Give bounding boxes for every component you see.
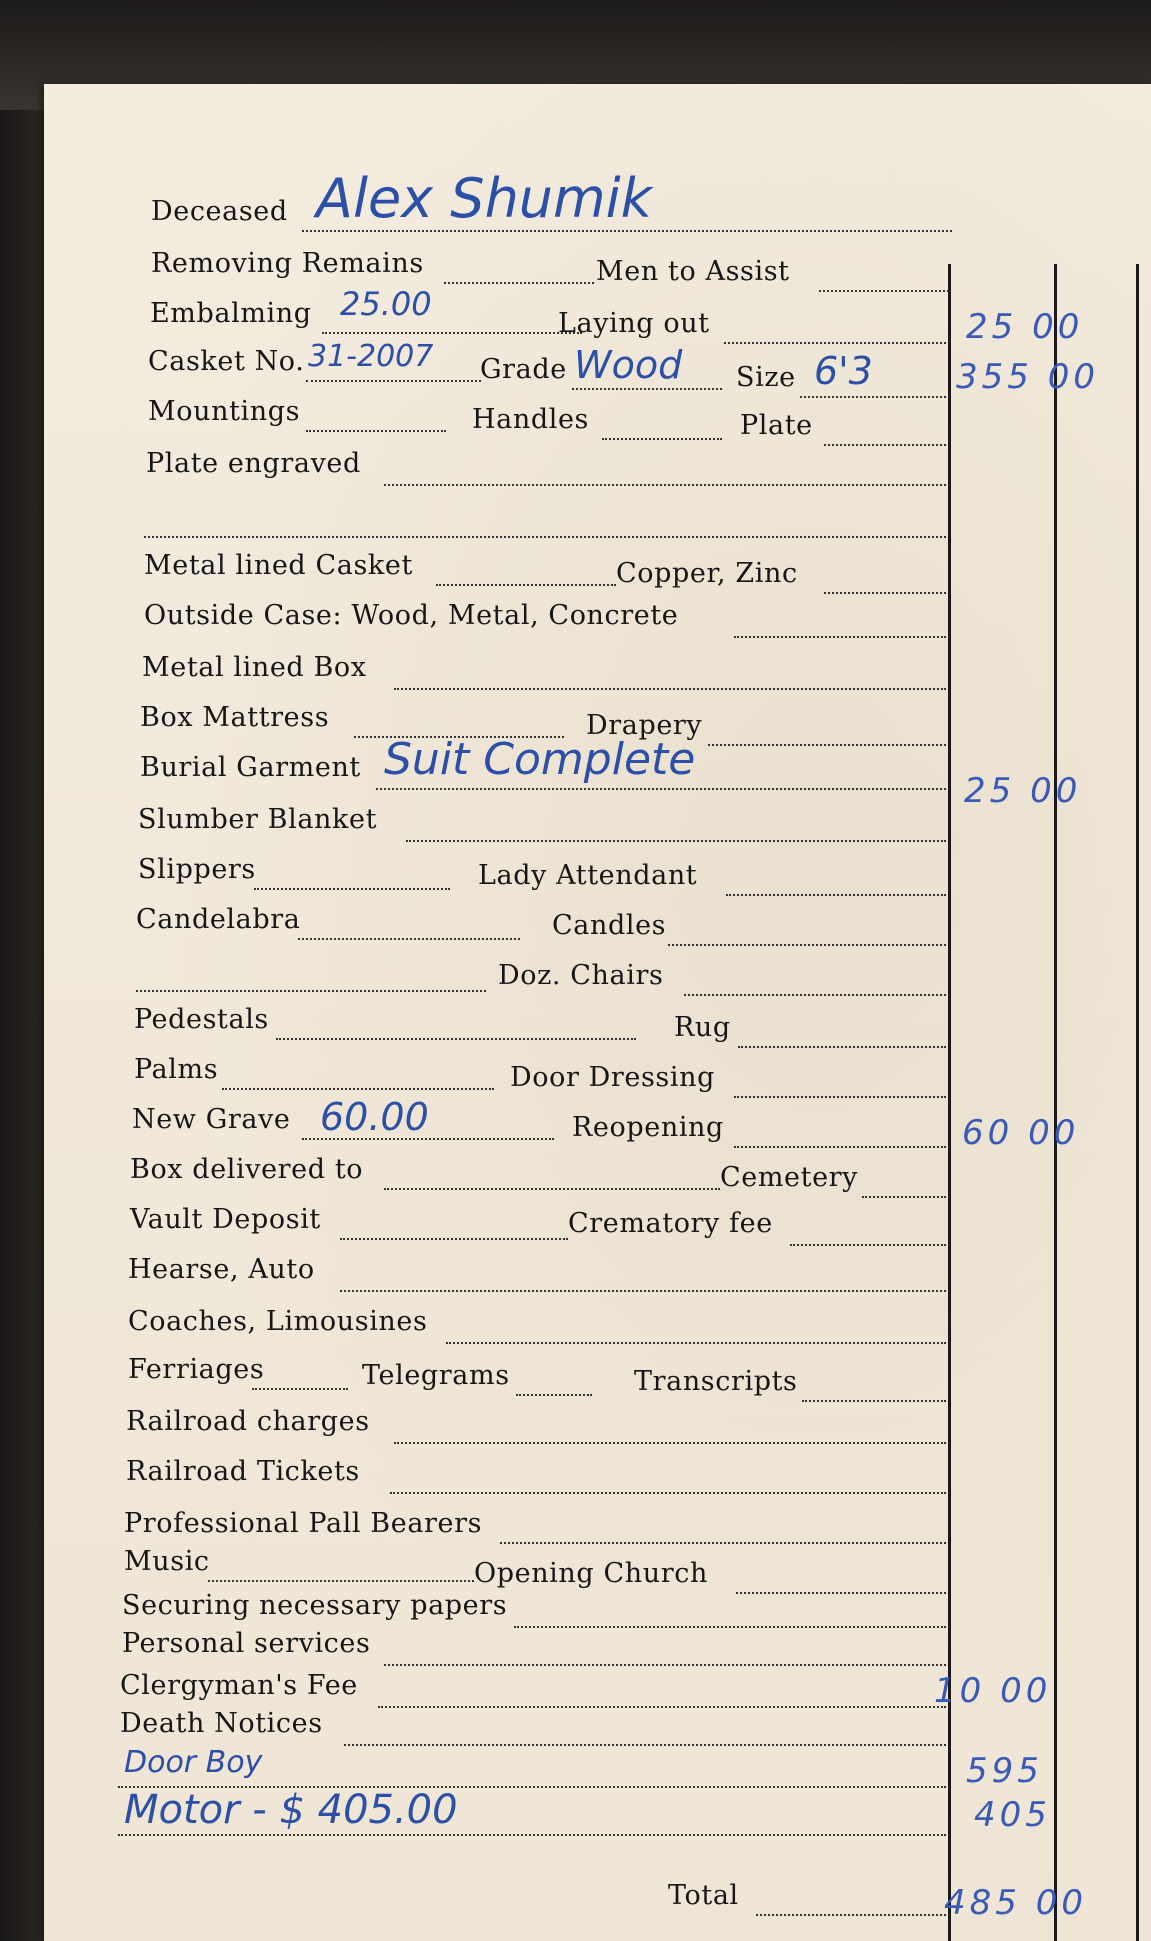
label-new-grave: New Grave — [132, 1104, 291, 1135]
label-mountings: Mountings — [148, 396, 301, 427]
field-line-men-to-assist — [819, 290, 949, 292]
handwritten-casket-no: 31-2007 — [308, 339, 434, 374]
field-line-slippers — [254, 888, 450, 890]
label-copper-zinc: Copper, Zinc — [616, 558, 798, 589]
field-line-extra-2 — [118, 1834, 946, 1836]
label-burial-garment: Burial Garment — [140, 752, 361, 783]
field-line-railroad-tickets — [390, 1492, 946, 1494]
label-metal-lined-casket: Metal lined Casket — [144, 550, 413, 581]
label-music: Music — [124, 1546, 210, 1577]
field-line-palms — [222, 1088, 494, 1090]
book-spine — [0, 0, 48, 1941]
label-clergymans-fee: Clergyman's Fee — [120, 1670, 358, 1701]
field-line-railroad-charges — [394, 1442, 946, 1444]
label-ferriages: Ferriages — [128, 1354, 265, 1385]
amount-total: 485 00 — [944, 1883, 1087, 1923]
label-men-to-assist: Men to Assist — [596, 256, 790, 287]
label-handles: Handles — [472, 404, 589, 435]
field-line-slumber-blanket — [406, 840, 946, 842]
field-line-lady-attendant — [726, 894, 946, 896]
field-line-door-dressing — [734, 1096, 946, 1098]
label-professional-pall-bearers: Professional Pall Bearers — [124, 1508, 483, 1539]
label-size: Size — [736, 362, 796, 393]
label-telegrams: Telegrams — [362, 1360, 510, 1391]
amount-casket: 355 00 — [956, 357, 1099, 397]
amount-595: 595 — [966, 1751, 1043, 1791]
label-lady-attendant: Lady Attendant — [478, 860, 698, 891]
field-line-outside-case — [734, 636, 946, 638]
label-box-delivered-to: Box delivered to — [130, 1154, 364, 1185]
label-plate-engraved: Plate engraved — [146, 448, 361, 479]
label-crematory-fee: Crematory fee — [568, 1208, 773, 1239]
field-line-metal-lined-box — [394, 688, 946, 690]
field-line-clergymans-fee — [378, 1706, 946, 1708]
handwritten-embalming: 25.00 — [340, 285, 432, 323]
label-coaches-limousines: Coaches, Limousines — [128, 1306, 428, 1337]
field-line-handles — [602, 438, 722, 440]
label-metal-lined-box: Metal lined Box — [142, 652, 367, 683]
field-line-casket-no — [306, 380, 481, 382]
field-line-death-notices — [344, 1744, 946, 1746]
field-line-burial-garment — [376, 788, 946, 790]
label-removing-remains: Removing Remains — [151, 248, 424, 279]
field-line-ferriages — [252, 1388, 348, 1390]
field-line-crematory-fee — [790, 1244, 946, 1246]
handwritten-burial-garment: Suit Complete — [384, 734, 696, 785]
field-line-doz-chairs — [684, 994, 946, 996]
field-line-removing-remains — [444, 282, 594, 284]
field-line-laying-out — [724, 342, 946, 344]
field-line-opening-church — [736, 1592, 946, 1594]
label-outside-case: Outside Case: Wood, Metal, Concrete — [144, 600, 679, 631]
field-line-blank-1 — [144, 536, 946, 538]
label-transcripts: Transcripts — [634, 1366, 798, 1397]
handwritten-size: 6'3 — [814, 349, 873, 393]
field-line-box-delivered-to — [384, 1188, 720, 1190]
amount-column-line-right — [1136, 264, 1139, 1941]
label-embalming: Embalming — [150, 298, 312, 329]
amount-embalming: 25 00 — [966, 307, 1084, 347]
label-hearse-auto: Hearse, Auto — [128, 1254, 315, 1285]
label-pedestals: Pedestals — [134, 1004, 269, 1035]
handwritten-extra-line-1: Door Boy — [124, 1745, 263, 1780]
label-palms: Palms — [134, 1054, 219, 1085]
label-drapery: Drapery — [586, 710, 703, 741]
label-candelabra: Candelabra — [136, 904, 301, 935]
field-line-professional-pall-bearers — [500, 1542, 946, 1544]
field-line-candles — [668, 944, 946, 946]
label-cemetery: Cemetery — [720, 1162, 859, 1193]
label-laying-out: Laying out — [558, 308, 710, 339]
field-line-securing-papers — [514, 1626, 946, 1628]
field-line-vault-deposit — [340, 1238, 568, 1240]
field-line-total — [756, 1914, 946, 1916]
label-candles: Candles — [552, 910, 667, 941]
field-line-plate-engraved — [384, 484, 946, 486]
field-line-grade — [572, 388, 722, 390]
field-line-drapery — [708, 744, 946, 746]
amount-clergymans-fee: 10 00 — [934, 1671, 1052, 1711]
label-slumber-blanket: Slumber Blanket — [138, 804, 378, 835]
field-line-embalming — [322, 332, 582, 334]
field-line-size — [800, 396, 946, 398]
label-deceased: Deceased — [151, 196, 288, 227]
handwritten-deceased-name: Alex Shumik — [316, 167, 652, 230]
label-slippers: Slippers — [138, 854, 256, 885]
label-reopening: Reopening — [572, 1112, 724, 1143]
field-line-transcripts — [802, 1400, 946, 1402]
handwritten-extra-line-2: Motor - $ 405.00 — [124, 1787, 458, 1833]
handwritten-new-grave: 60.00 — [320, 1095, 429, 1139]
field-line-candelabra — [298, 938, 520, 940]
label-plate: Plate — [740, 410, 813, 441]
amount-column-line-mid — [1054, 264, 1057, 1941]
field-line-plate — [824, 444, 946, 446]
label-grade: Grade — [480, 354, 567, 385]
field-line-deceased — [302, 230, 952, 232]
field-line-hearse-auto — [340, 1290, 946, 1292]
label-doz-chairs: Doz. Chairs — [498, 960, 664, 991]
field-line-music — [208, 1580, 474, 1582]
field-line-reopening — [734, 1146, 946, 1148]
field-line-metal-lined-casket — [436, 584, 616, 586]
label-casket-no: Casket No. — [148, 346, 305, 377]
field-line-pedestals — [276, 1038, 636, 1040]
field-line-personal-services — [384, 1664, 946, 1666]
field-line-mountings — [306, 430, 446, 432]
label-railroad-tickets: Railroad Tickets — [126, 1456, 360, 1487]
amount-new-grave: 60 00 — [962, 1113, 1080, 1153]
field-line-cemetery — [862, 1196, 946, 1198]
label-securing-papers: Securing necessary papers — [122, 1590, 508, 1621]
label-railroad-charges: Railroad charges — [126, 1406, 370, 1437]
amount-405: 405 — [974, 1795, 1051, 1835]
amount-burial-garment: 25 00 — [964, 771, 1082, 811]
label-vault-deposit: Vault Deposit — [130, 1204, 321, 1235]
label-total: Total — [668, 1880, 739, 1911]
handwritten-grade: Wood — [574, 343, 683, 387]
field-line-coaches-limousines — [446, 1342, 946, 1344]
field-line-copper-zinc — [824, 592, 946, 594]
field-line-telegrams — [516, 1394, 592, 1396]
label-door-dressing: Door Dressing — [510, 1062, 716, 1093]
funeral-form-page — [44, 84, 1151, 1941]
label-death-notices: Death Notices — [120, 1708, 323, 1739]
label-personal-services: Personal services — [122, 1628, 371, 1659]
label-rug: Rug — [674, 1012, 731, 1043]
field-line-blank-2 — [136, 990, 486, 992]
label-opening-church: Opening Church — [474, 1558, 708, 1589]
field-line-rug — [738, 1046, 946, 1048]
label-box-mattress: Box Mattress — [140, 702, 330, 733]
